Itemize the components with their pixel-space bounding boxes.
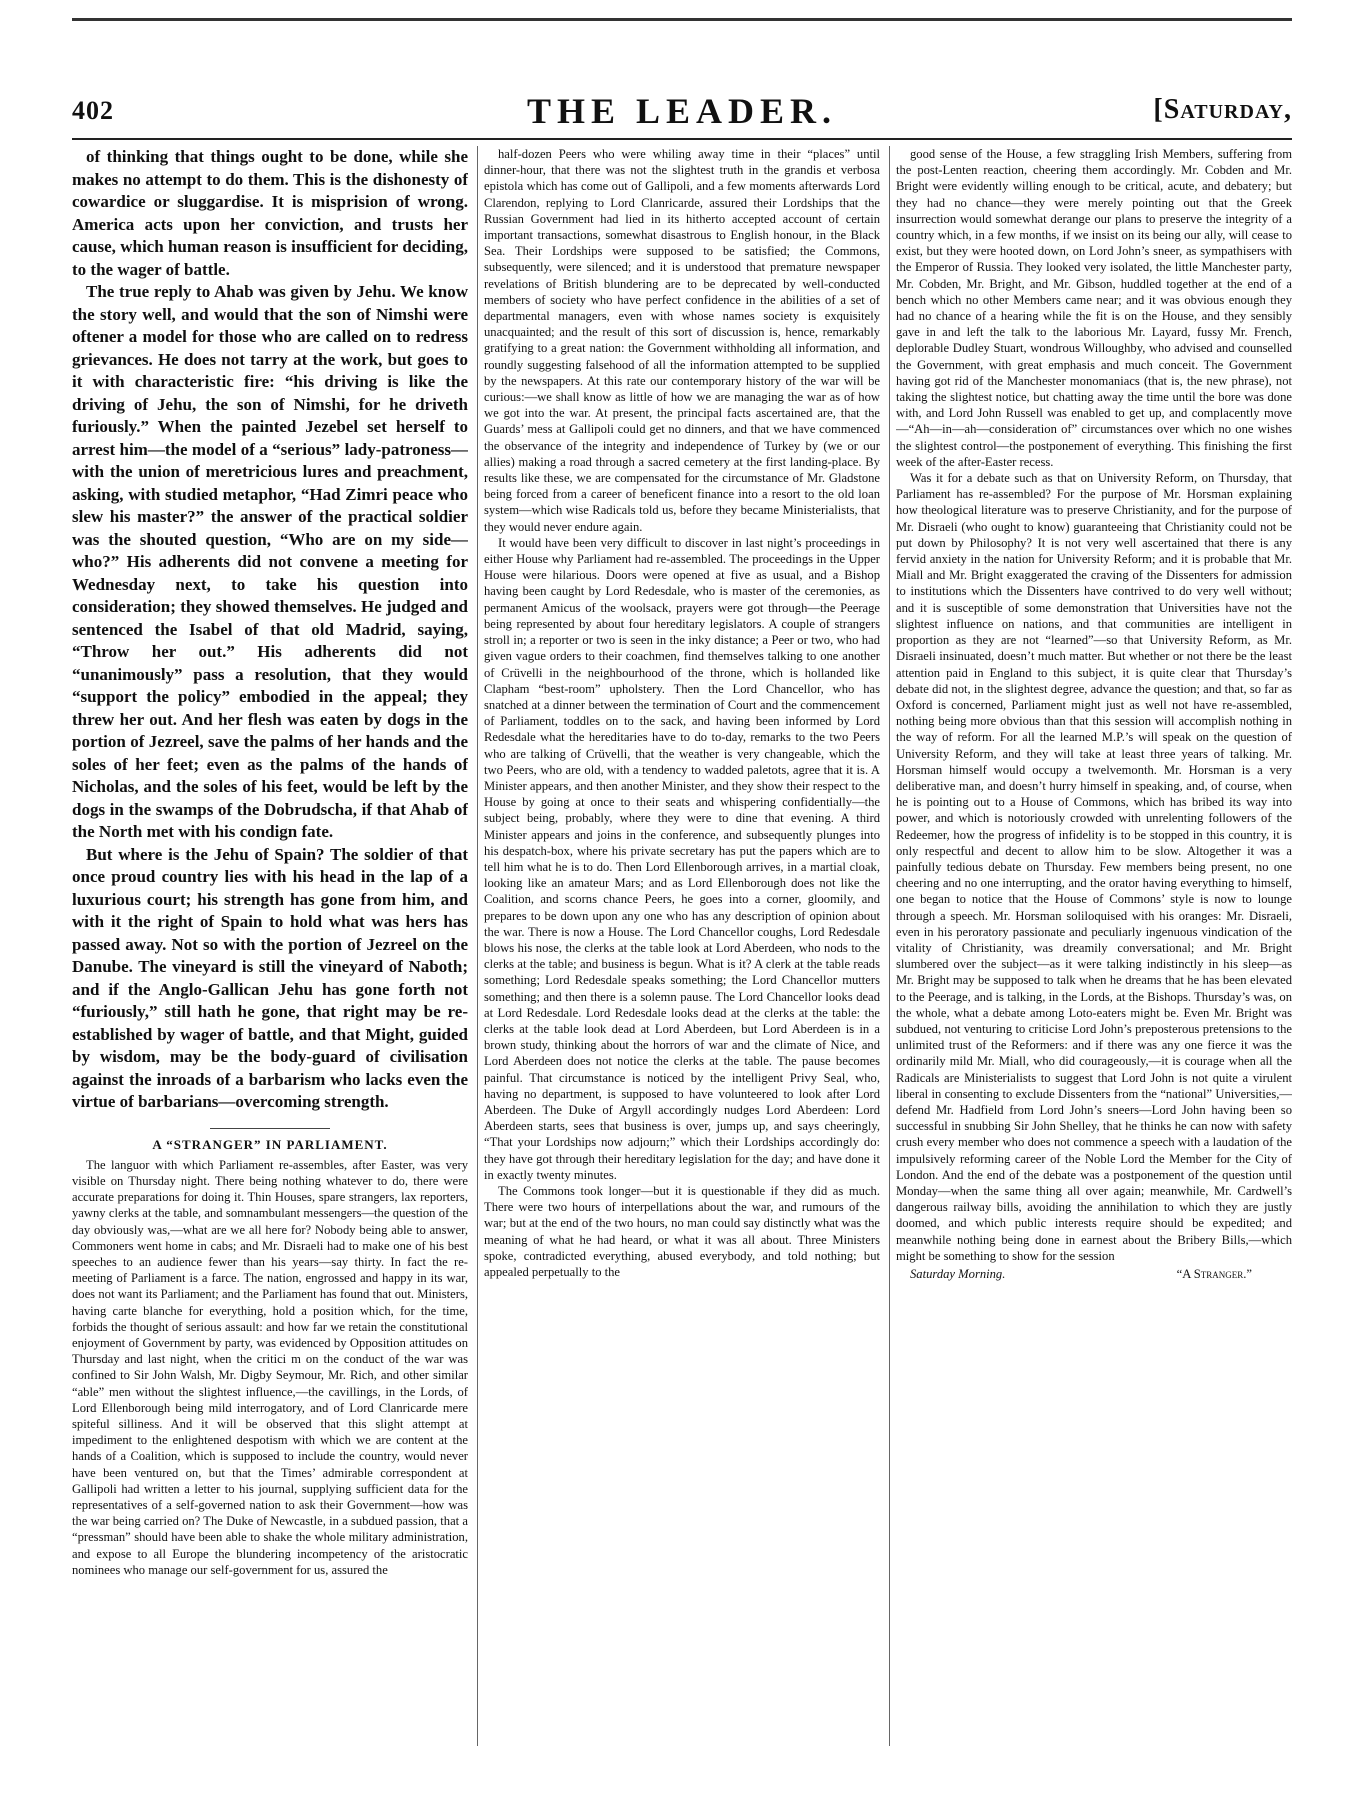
page-header bbox=[72, 90, 1292, 134]
paragraph: Was it for a debate such as that on University Reform, on Thursday, that Parliament has re-assembled? For the purpose of Mr. Horsman explaining how theological literature was to preserve Christianity, and for the purpose of Mr. Disraeli (who ought to know) guaranteeing that Christianity could not be put down by Philosophy? It is not very well ascertained that there is any fervid anxiety in the nation for University Reform; and it is probable that Mr. Miall and Mr. Bright exaggerated the craving of the Dissenters for admission to institutions which the Dissenters have contrived to do very well without; and it is susceptible of some demonstration that Universities have not the slightest influence on nations, and that communities are intelligent in proportion as they are not “learned”—so that University Reform, as Mr. Disraeli insinuated, doesn’t much matter. But whether or not there be the least attention paid in England to this subject, it is quite clear that Thursday’s debate did not, in the slightest degree, advance the question; and that, so far as Oxford is concerned, Parliament might just as well not have re-assembled, nothing being more obvious than that this session will accomplish nothing in the way of reform. For all the learned M.P.’s will speak on the question of University Reform, and they will take at least three years of talking. Mr. Horsman himself would occupy a twelvemonth. Mr. Horsman is a very deliberative man, and doesn’t hurry himself in speaking, and, of course, when he is pointing out to a House of Commons, which has bribed its way into power, and which is notoriously crowded with unrelenting followers of the Redeemer, how the progress of infidelity is to be stopped in this country, it is only respectful and decent to allow him to be slow. Altogether it was a painfully tedious debate on Thursday. Few members being present, no one cheering and no one interrupting, and the orator having everything to himself, one began to notice that the House of Commons’ style is now to lounge through a speech. Mr. Horsman soliloquised with his oranges: Mr. Disraeli, even in his peroratory passionate and peculiarly ingenuous vindication of the vitality of Christianity, was dreamily conversational; and Mr. Bright slumbered over the subject—as it were talking indistinctly in his sleep—as Mr. Bright may be supposed to talk when he dreams that he has been elevated to the Peerage, and is talking, in the Lords, at the Bishops. Thursday’s was, on the whole, what a debate among Loto-eaters might be. Even Mr. Bright was subdued, not venturing to criticise Lord John’s preposterous pretensions to the unlimited trust of the Reformers: and if there was any one fierce it was the ordinarily mild Mr. Miall, who did courageously,—it is courage when all the Radicals are Ministerialists to suggest that Lord John is not quite a virulent liberal in consenting to exclude Dissenters from the “national” Universities,—defend Mr. Hadfield from Lord John’s sneers—Lord John having been so successful in snubbing Sir John Shelley, that he thinks he can now with safety crush every member who does not commence a speech with a laudation of the impulsively reforming career of the Noble Lord the Member for the City of London. And the end of the debate was a postponement of the question until Monday—when the same thing all over again; meanwhile, Mr. Cardwell’s dangerous railway bills, avoiding the annihilation to which they are justly doomed, and which public interests require should be expedited; and meanwhile nothing being done in earnest about the Bribery Bills,—which might be something to show for the session bbox=[896, 471, 1292, 1263]
header-date: [Saturday, bbox=[1153, 94, 1292, 125]
paragraph: good sense of the House, a few straggling Irish Members, suffering from the post-Lenten reaction, cheering them accordingly. Mr. Cobden and Mr. Bright were evidently willing enough to be critical, acute, and debatery; but they had no chance—they were merely pointing out that the Greek insurrection would somewhat derange our plans to preserve the integrity of a country which, in a few months, if we insist on its being our ally, will cease to exist, but they were hooted down, on Lord John’s sneer, as sympathisers with the Emperor of Russia. They looked very isolated, the little Manchester party, Mr. Cobden, Mr. Bright, and Mr. Gibson, huddled together at the end of a bench which no other Members came near; and it was obvious enough they had no chance of a hearing while the fit is on the House, and they sensibly gave in and left the talk to the laborious Mr. Layard, fussy Mr. French, deplorable Dudley Stuart, wondrous Willoughby, who advised and counselled the Government, with great emphasis and much conceit. The Government having got rid of the Manchester monomaniacs (that is, the new phrase), not taking the slightest notice, but chatting away the time until the bore was done with, and Lord John Russell was enabled to get up, and complacently move—“Ah—in—ah—consideration of” circumstances over which no one wishes the slightest control—the postponement of everything. This finishing the first week of the after-Easter recess. bbox=[896, 147, 1292, 469]
column-2 bbox=[484, 146, 880, 1746]
section-divider bbox=[210, 1128, 330, 1129]
paragraph: The Commons took longer—but it is questionable if they did as much. There were two hours of interpellations about the war, and rumours of the war; but at the end of the two hours, no man could say distinctly what was the meaning of what he had heard, or what it was all about. Three Ministers spoke, contradicted everything, abused everybody, and told nothing; but appealed perpetually to the bbox=[484, 1184, 880, 1280]
masthead-title: THE LEADER. bbox=[526, 91, 838, 131]
paragraph: The true reply to Ahab was given by Jehu. We know the story well, and would that the son of Nimshi were oftener a model for those who are called on to redress grievances. He does not tarry at the work, but goes to it with characteristic fire: “his driving is like the driving of Jehu, the son of Nimshi, for he driveth furiously.” When the painted Jezebel set herself to arrest him—the model of a “serious” lady-patroness—with the union of meretricious lures and preachment, asking, with studied metaphor, “Had Zimri peace who slew his master?” the answer of the practical soldier was the shouted question, “Who are on my side—who?” His adherents did not convene a meeting for Wednesday next, to take his question into consideration; they showed themselves. He judged and sentenced the Isabel of that old Madrid, saying, “Throw her out.” His adherents did not “unanimously” pass a resolution, that they would “support the policy” embodied in the appeal; they threw her out. And her flesh was eaten by dogs in the portion of Jezreel, save the palms of her hands and the soles of her feet; even as the palms of the hands of Nicholas, and the soles of his feet, would be left by the dogs in the swamps of the Dobrudscha, if that Ahab of the North met with his condign fate. bbox=[72, 282, 468, 841]
leader-article-end bbox=[72, 146, 468, 1114]
section-heading: A “STRANGER” IN PARLIAMENT. bbox=[152, 1136, 388, 1152]
column-3 bbox=[896, 146, 1292, 1746]
top-rule bbox=[72, 18, 1292, 21]
column-rule bbox=[889, 146, 890, 1746]
paragraph: The languor with which Parliament re-assembles, after Easter, was very visible on Thursday night. There being nothing whatever to do, there were accurate preparations for doing it. Thin Houses, spare strangers, lax reporters, yawny clerks at the table, and somnambulant messengers—the question of the day obviously was,—what are we all here for? Nobody being able to answer, Commoners went home in cabs; and Mr. Disraeli had to make one of his best speeches to an audience fewer than his years—say thirty. In fact the re-meeting of Parliament is a farce. The nation, engrossed and happy in its war, does not want its Parliament; and the Parliament has found that out. Ministers, having carte blanche for everything, hold a position which, for the time, forbids the thought of serious assault: and how far we retain the constitutional enjoyment of Government by party, was evidenced by Opposition attitudes on Thursday and last night, when the critici m on the conduct of the war was confined to Sir John Walsh, Mr. Digby Seymour, Mr. Rich, and other similar “able” men without the slightest influence,—the cavillings, in the Lords, of Lord Ellenborough being mild interrogatory, and of Lord Clanricarde mere spiteful silliness. And it will be observed that this slight attempt at impediment to the enlightened despotism with which we are content at the hands of a Coalition, which is supposed to include the country, would never have been ventured on, but that the Times’ admirable correspondent at Gallipoli had written a letter to his journal, supplying sufficient data for the representatives of a self-governed nation to ask their Government—how was the war being carried on? The Duke of Newcastle, in a subdued passion, that a “pressman” should have been able to shake the whole military administration, and expose to all Europe the blundering incompetency of the aristocratic nominees who manage our self-government for us, assured the bbox=[72, 1157, 468, 1577]
page-number: 402 bbox=[72, 96, 114, 125]
column-1 bbox=[72, 146, 468, 1746]
article-columns bbox=[72, 146, 1292, 1746]
paragraph: half-dozen Peers who were whiling away time in their “places” until dinner-hour, that there was not the slightest truth in the grandis et verbosa epistola which has come out of Gallipoli, and a few moments afterwards Lord Clarendon, replying to Lord Clanricarde, assured their Lordships that the Russian Government had lied in its hitherto accepted account of certain important transactions, somewhat disastrous to English honour, in the Black Sea. Their Lordships were supposed to be satisfied; the Commons, subsequently, were silenced; and it is understood that premature newspaper revelations of British blundering are to be deprecated by well-conducted members of society who have perfect confidence in the abilities of a set of departmental managers, even with whose names society is exquisitely unacquainted; and the result of this sort of discussion is, hence, remarkably gratifying to a great nation: the Government withholding all information, and roundly suggesting falsehood of all the information attempted to be supplied by the newspapers. At this rate our contemporary history of the war will be curious:—we shall know as little of how we are managing the war as of how we got into the war. At present, the principal facts ascertained are, that the Guards’ mess at Gallipoli could get no dinners, and that we have commenced the observance of the integrity and independence of Turkey by (we or our allies) making a road through a sacred cemetery at the first landing-place. By results like these, we are compensated for the circumstance of Mr. Gladstone being forced from a career of beneficent finance into a resort to the old loan system—which wise Radicals told us, before they became Ministerialists, that they would never endure again. bbox=[484, 147, 880, 534]
paragraph: It would have been very difficult to discover in last night’s proceedings in either House why Parliament had re-assembled. The proceedings in the Upper House were hilarious. Doors were opened at five as usual, and a Bishop having been caught by Lord Redesdale, who is master of the ceremonies, as permanent Amicus of the woolsack, prayers were got through—the Peerage being represented by about four hereditary legislators. A couple of strangers stroll in; a reporter or two is seen in the inky distance; a Peer or two, who had given vague orders to their coachmen, find themselves talking to one another of Crüvelli in the neighbourhood of the throne, which is hollanded like Clapham “best-room” upholstery. Then the Lord Chancellor, who has snatched at a dinner between the termination of Court and the commencement of Parliament, toddles on to the sack, and having been informed by Lord Redesdale what the hereditaries have to do to-day, remarks to the two Peers who are talking of Crüvelli, that the weather is very changeable, which the two Peers, who are old, with a tendency to wadded paletots, agree that it is. A Minister appears, and then another Minister, and they show their respect to the House by going at once to their seats and whispering confidentially—the subject being, probably, where they were to dine that evening. A third Minister appears and joins in the conference, and subsequently plunges into his despatch-box, where his private secretary has put the papers which are to tell him what he is to do. Then Lord Ellenborough arrives, in a martial cloak, looking like an amateur Mars; and as Lord Ellenborough does not like the Coalition, and scorns chance Peers, he goes into a corner, gloomily, and prepares to be down upon any one who has any description of opinion about the war. There is now a House. The Lord Chancellor coughs, Lord Redesdale blows his nose, the clerks at the table look at Lord Aberdeen, who nods to the clerks at the table; and business is begun. What is it? A clerk at the table reads something; Lord Redesdale speaks something; the Lord Chancellor mutters something; and then there is a solemn pause. The Lord Chancellor looks dead at Lord Redesdale. Lord Redesdale looks dead at the clerks at the table: the clerks at the table look dead at Lord Aberdeen, but Lord Aberdeen is in a brown study, thinking about the horrors of war and the climate of Nice, and Lord Aberdeen does not notice the clerks at the table. The pause becomes painful. That circumstance is noticed by the intelligent Privy Seal, who, having no department, is supposed to have volunteered to look after Lord Aberdeen. The Duke of Argyll accordingly nudges Lord Aberdeen: Lord Aberdeen starts, sees that business is over, jumps up, and says cheeringly, “That your Lordships now adjourn;” which their Lordships accordingly do: they have got through their hereditary legislation for the day; and have done it in exactly twenty minutes. bbox=[484, 535, 880, 1182]
signoff-date: Saturday Morning. bbox=[910, 1267, 1006, 1282]
header-rule bbox=[72, 138, 1292, 140]
paragraph: But where is the Jehu of Spain? The soldier of that once proud country lies with his head in the lap of a luxurious court; his strength has gone from him, and with it the right of Spain to hold what was hers has passed away. Not so with the portion of Jezreel on the Danube. The vineyard is still the vineyard of Naboth; and if the Anglo-Gallican Jehu has gone forth not “furiously,” still hath he gone, that right may be re-established by wager of battle, and that Might, guided by wisdom, may be the body-guard of civilisation against the inroads of a barbarism who lacks even the virtue of barbarians—overcoming strength. bbox=[72, 844, 468, 1111]
newspaper-page bbox=[72, 18, 1292, 1758]
paragraph: of thinking that things ought to be done, while she makes no attempt to do them. This is the dishonesty of cowardice or sluggardise. It is misprision of wrong. America acts upon her conviction, and trusts her cause, which human reason is insufficient for deciding, to the wager of battle. bbox=[72, 147, 468, 279]
signoff-name: “A Stranger.” bbox=[1176, 1267, 1252, 1282]
article-signoff bbox=[896, 1266, 1292, 1282]
column-rule bbox=[477, 146, 478, 1746]
